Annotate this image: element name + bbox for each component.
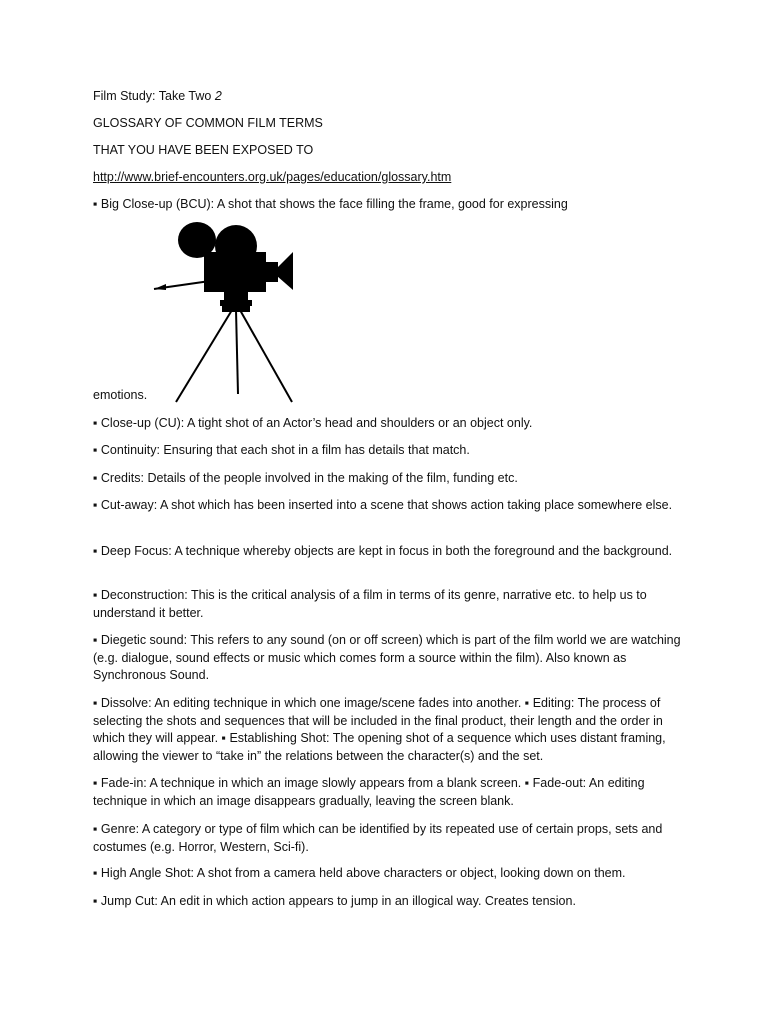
entry-dissolve-editing-establishing: ▪ Dissolve: An editing technique in which one image/scene fades into another. ▪ Editing: The process of selecting the shots and sequences that will be included in the final product, their length and the order in which they will appear. ▪ Establishing Shot: The opening shot of a sequence which uses distant framing, allowing the viewer to “take in” the relations between the character(s) and the set.	[93, 696, 666, 763]
entry-cut-away: ▪ Cut-away: A shot which has been inserted into a scene that shows action taking place somewhere else.	[93, 498, 673, 512]
glossary-subheading: THAT YOU HAVE BEEN EXPOSED TO	[93, 143, 314, 157]
entry-deconstruction: ▪ Deconstruction: This is the critical analysis of a film in terms of its genre, narrative etc. to help us to understand it better.	[93, 588, 647, 620]
document-title	[93, 88, 222, 106]
entry-bcu-continued: emotions.	[93, 388, 148, 402]
entry-credits: ▪ Credits: Details of the people involved in the making of the film, funding etc.	[93, 471, 518, 485]
movie-camera-on-tripod-icon	[152, 212, 297, 404]
entry-fade: ▪ Fade-in: A technique in which an image slowly appears from a blank screen. ▪ Fade-out: An editing technique in which an image disappears gradually, leaving the screen blank.	[93, 776, 645, 808]
entry-bcu: ▪ Big Close-up (BCU): A shot that shows the face filling the frame, good for expressing	[93, 197, 568, 211]
entry-high-angle: ▪ High Angle Shot: A shot from a camera held above characters or object, looking down on them.	[93, 866, 626, 880]
entry-continuity: ▪ Continuity: Ensuring that each shot in a film has details that match.	[93, 443, 470, 457]
source-link[interactable]: http://www.brief-encounters.org.uk/pages/education/glossary.htm	[93, 170, 452, 184]
title-suffix: 2	[214, 89, 222, 103]
entry-close-up: ▪ Close-up (CU): A tight shot of an Actor’s head and shoulders or an object only.	[93, 416, 533, 430]
entry-deep-focus: ▪ Deep Focus: A technique whereby objects are kept in focus in both the foreground and the background.	[93, 544, 673, 558]
title-text: Film Study: Take Two	[93, 89, 212, 103]
entry-genre: ▪ Genre: A category or type of film which can be identified by its repeated use of certain props, sets and costumes (e.g. Horror, Western, Sci-fi).	[93, 822, 663, 854]
entry-jump-cut: ▪ Jump Cut: An edit in which action appears to jump in an illogical way. Creates tension.	[93, 894, 576, 908]
glossary-heading: GLOSSARY OF COMMON FILM TERMS	[93, 116, 323, 130]
entry-diegetic-sound: ▪ Diegetic sound: This refers to any sound (on or off screen) which is part of the film world we are watching (e.g. dialogue, sound effects or music which comes form a source within the film). Also known as Synchronous Sound.	[93, 633, 681, 682]
